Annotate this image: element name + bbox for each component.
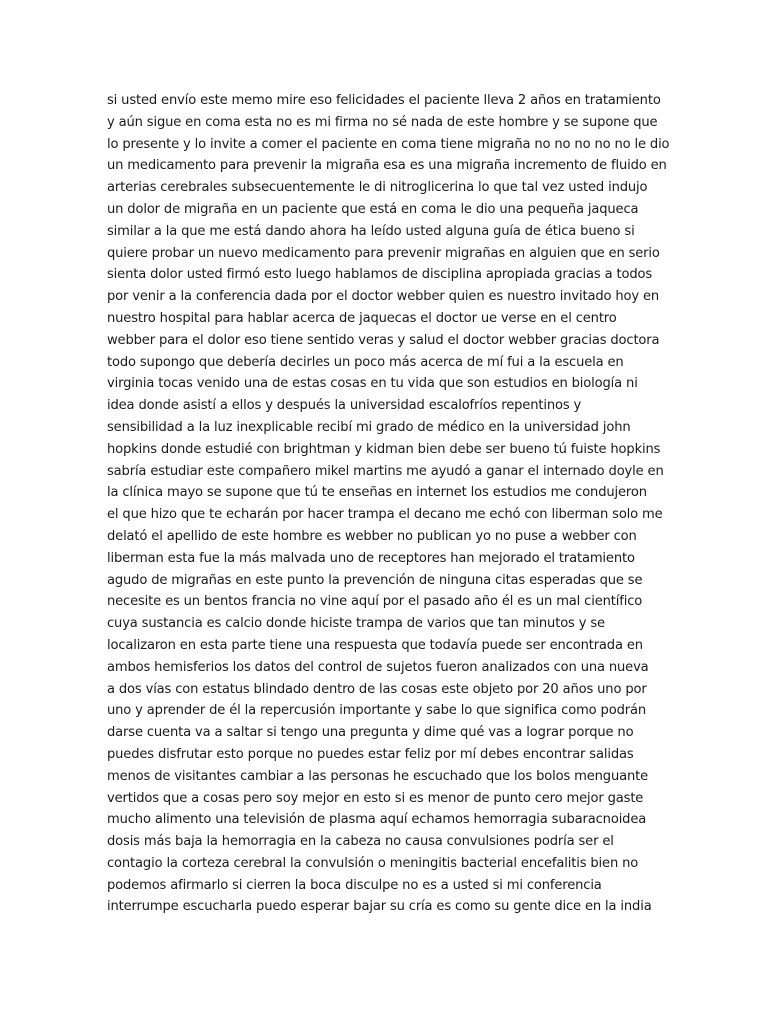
text-line: la clínica mayo se supone que tú te enseñas en internet los estudios me condujeron	[107, 485, 647, 501]
text-line: agudo de migrañas en este punto la prevención de ninguna citas esperadas que se	[107, 572, 643, 588]
text-line: lo presente y lo invite a comer el paciente en coma tiene migraña no no no no no le dio	[107, 136, 670, 152]
text-line: sabría estudiar este compañero mikel martins me ayudó a ganar el internado doyle en	[107, 463, 664, 479]
text-line: y aún sigue en coma esta no es mi firma no sé nada de este hombre y se supone que	[107, 114, 658, 130]
text-line: un medicamento para prevenir la migraña esa es una migraña incremento de fluido en	[107, 158, 667, 174]
text-line: nuestro hospital para hablar acerca de jaquecas el doctor ue verse en el centro	[107, 310, 617, 326]
text-line: hopkins donde estudié con brightman y kidman bien debe ser bueno tú fuiste hopkins	[107, 441, 661, 457]
text-line: quiere probar un nuevo medicamento para prevenir migrañas en alguien que en serio	[107, 245, 660, 261]
text-line: sensibilidad a la luz inexplicable recibí mi grado de médico en la universidad john	[107, 419, 631, 435]
text-line: puedes disfrutar esto porque no puedes estar feliz por mí debes encontrar salidas	[107, 746, 634, 762]
text-line: a dos vías con estatus blindado dentro de las cosas este objeto por 20 años uno por	[107, 681, 647, 697]
text-line: si usted envío este memo mire eso felicidades el paciente lleva 2 años en tratamiento	[107, 93, 661, 108]
text-line: podemos afirmarlo si cierren la boca disculpe no es a usted si mi conferencia	[107, 877, 602, 893]
text-line: todo supongo que debería decirles un poco más acerca de mí fui a la escuela en	[107, 354, 624, 370]
text-line: interrumpe escucharla puedo esperar bajar su cría es como su gente dice en la india	[107, 899, 652, 915]
text-line: por venir a la conferencia dada por el doctor webber quien es nuestro invitado hoy en	[107, 289, 660, 305]
text-line: virginia tocas venido una de estas cosas en tu vida que son estudios en biología ni	[107, 376, 638, 392]
text-line: dosis más baja la hemorragia en la cabeza no causa convulsiones podría ser el	[107, 834, 614, 850]
text-line: un dolor de migraña en un paciente que está en coma le dio una pequeña jaqueca	[107, 201, 639, 217]
text-line: webber para el dolor eso tiene sentido veras y salud el doctor webber gracias doctora	[107, 332, 660, 348]
text-line: vertidos que a cosas pero soy mejor en esto si es menor de punto cero mejor gaste	[107, 790, 644, 806]
text-line: mucho alimento una televisión de plasma aquí echamos hemorragia subaracnoidea	[107, 812, 647, 828]
text-line: sienta dolor usted firmó esto luego hablamos de disciplina apropiada gracias a todos	[107, 267, 653, 283]
body-text	[107, 90, 670, 918]
text-line: ambos hemisferios los datos del control de sujetos fueron analizados con una nueva	[107, 659, 649, 675]
text-line: darse cuenta va a saltar si tengo una pregunta y dime qué vas a lograr porque no	[107, 725, 634, 741]
text-line: contagio la corteza cerebral la convulsión o meningitis bacterial encefalitis bien no	[107, 855, 639, 871]
text-line: necesite es un bentos francia no vine aquí por el pasado año él es un mal científico	[107, 594, 643, 610]
text-line: cuya sustancia es calcio donde hiciste trampa de varios que tan minutos y se	[107, 616, 605, 632]
text-line: localizaron en esta parte tiene una respuesta que todavía puede ser encontrada en	[107, 637, 643, 653]
text-line: arterias cerebrales subsecuentemente le di nitroglicerina lo que tal vez usted indujo	[107, 180, 648, 196]
text-line: liberman esta fue la más malvada uno de receptores han mejorado el tratamiento	[107, 550, 635, 566]
text-line: idea donde asistí a ellos y después la universidad escalofríos repentinos y	[107, 398, 582, 414]
text-line: el que hizo que te echarán por hacer trampa el decano me echó con liberman solo me	[107, 507, 663, 523]
text-line: menos de visitantes cambiar a las personas he escuchado que los bolos menguante	[107, 768, 649, 784]
text-line: uno y aprender de él la repercusión importante y sabe lo que significa como podrán	[107, 703, 646, 719]
text-line: similar a la que me está dando ahora ha leído usted alguna guía de ética bueno si	[107, 223, 635, 239]
text-line: delató el apellido de este hombre es webber no publican yo no puse a webber con	[107, 528, 637, 544]
